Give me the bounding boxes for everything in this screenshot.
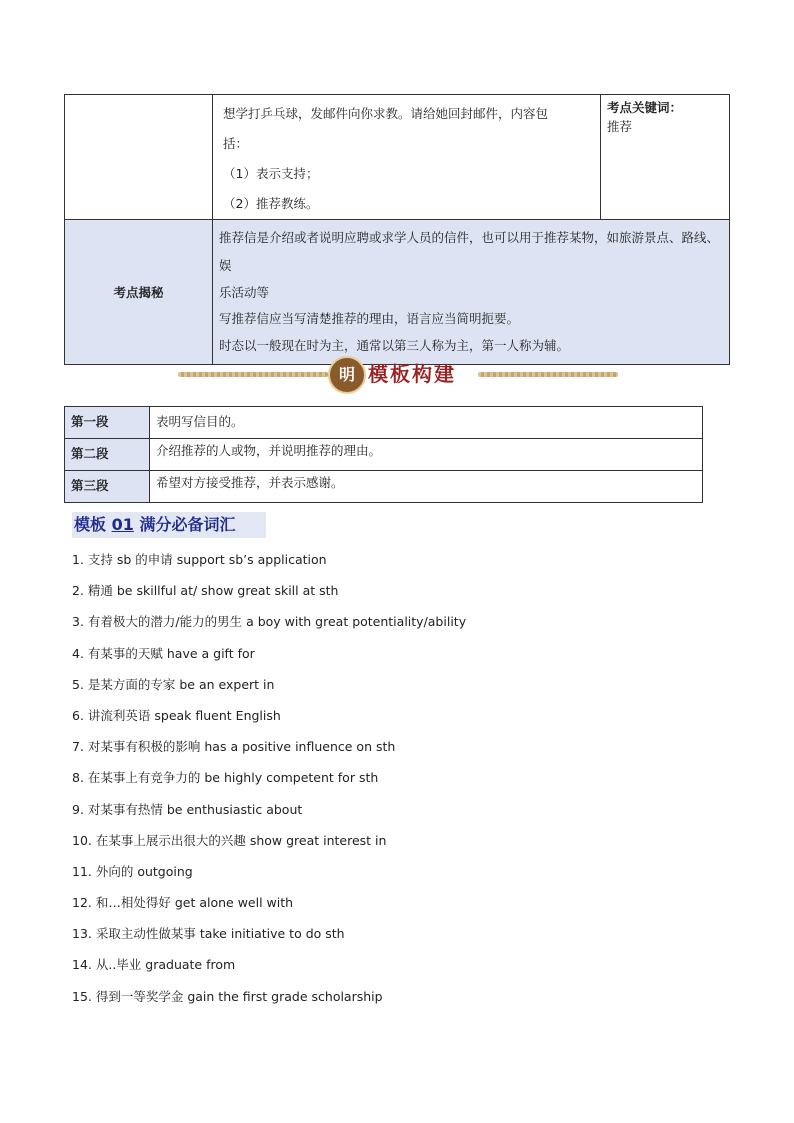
task-line: 括：	[223, 136, 249, 151]
vocab-item: 8. 在某事上有竞争力的 be highly competent for sth	[72, 770, 379, 786]
empty-cell	[65, 95, 213, 220]
paragraph-label: 第二段	[65, 439, 150, 471]
template-banner	[178, 352, 618, 396]
vocab-item: 6. 讲流利英语 speak fluent English	[72, 707, 281, 723]
reveal-line: 时态以一般现在时为主，通常以第三人称为主，第一人称为辅。	[219, 338, 570, 353]
vocab-item: 12. 和…相处得好 get alone well with	[72, 895, 294, 911]
reveal-line: 推荐信是介绍或者说明应聘或求学人员的信件，也可以用于推荐某物，如旅游景点、路线、娱	[219, 230, 720, 273]
vocab-item: 4. 有某事的天赋 have a gift for	[72, 645, 255, 661]
banner-title: 模板构建	[368, 362, 456, 386]
paragraph-table	[64, 406, 703, 503]
paragraph-text: 表明写信目的。	[150, 407, 703, 439]
task-row	[65, 95, 730, 220]
reveal-line: 写推荐信应当写清楚推荐的理由，语言应当简明扼要。	[219, 311, 520, 326]
vocab-item: 14. 从..毕业 graduate from	[72, 957, 236, 973]
vocab-list	[72, 549, 466, 1017]
task-line: （2）推荐教练。	[223, 196, 319, 211]
paragraph-text: 希望对方接受推荐，并表示感谢。	[150, 471, 703, 503]
vocab-item: 3. 有着极大的潜力/能力的男生 a boy with great potentiality/ability	[72, 614, 467, 630]
task-description	[213, 95, 601, 220]
section-prefix: 模板	[74, 515, 107, 534]
vocab-item: 15. 得到一等奖学金 gain the first grade scholarship	[72, 988, 383, 1004]
section-title: 满分必备词汇	[139, 515, 236, 534]
vocab-item: 5. 是某方面的专家 be an expert in	[72, 676, 275, 692]
vocab-item: 9. 对某事有热情 be enthusiastic about	[72, 801, 303, 817]
section-heading	[72, 512, 266, 538]
vocab-item: 10. 在某事上展示出很大的兴趣 show great interest in	[72, 832, 387, 848]
paragraph-label: 第三段	[65, 471, 150, 503]
vocab-item: 13. 采取主动性做某事 take initiative to do sth	[72, 926, 345, 942]
keyword-cell	[601, 95, 730, 220]
vocab-item: 1. 支持 sb 的申请 support sb’s application	[72, 552, 327, 567]
keyword-value: 推荐	[607, 119, 633, 134]
keyword-label: 考点关键词：	[607, 100, 683, 115]
task-line: （1）表示支持；	[223, 166, 319, 181]
section-number: 01	[111, 515, 134, 534]
vocab-item: 11. 外向的 outgoing	[72, 863, 193, 879]
banner-seal: 明	[328, 356, 366, 394]
task-line: 想学打乒乓球，发邮件向你求教。请给她回封邮件，内容包	[223, 106, 549, 121]
reveal-content	[213, 220, 730, 365]
vocab-item: 2. 精通 be skillful at/ show great skill at sth	[72, 583, 339, 599]
paragraph-text: 介绍推荐的人或物，并说明推荐的理由。	[150, 439, 703, 471]
paragraph-row	[65, 471, 703, 503]
reveal-label: 考点揭秘	[65, 220, 213, 365]
reveal-line: 乐活动等	[219, 285, 270, 300]
paragraph-row	[65, 439, 703, 471]
vocab-item: 7. 对某事有积极的影响 has a positive influence on sth	[72, 739, 396, 755]
banner-right-rule	[478, 372, 618, 377]
reveal-row	[65, 220, 730, 365]
paragraph-label: 第一段	[65, 407, 150, 439]
paragraph-row	[65, 407, 703, 439]
banner-left-rule	[178, 372, 328, 377]
task-table	[64, 94, 730, 365]
